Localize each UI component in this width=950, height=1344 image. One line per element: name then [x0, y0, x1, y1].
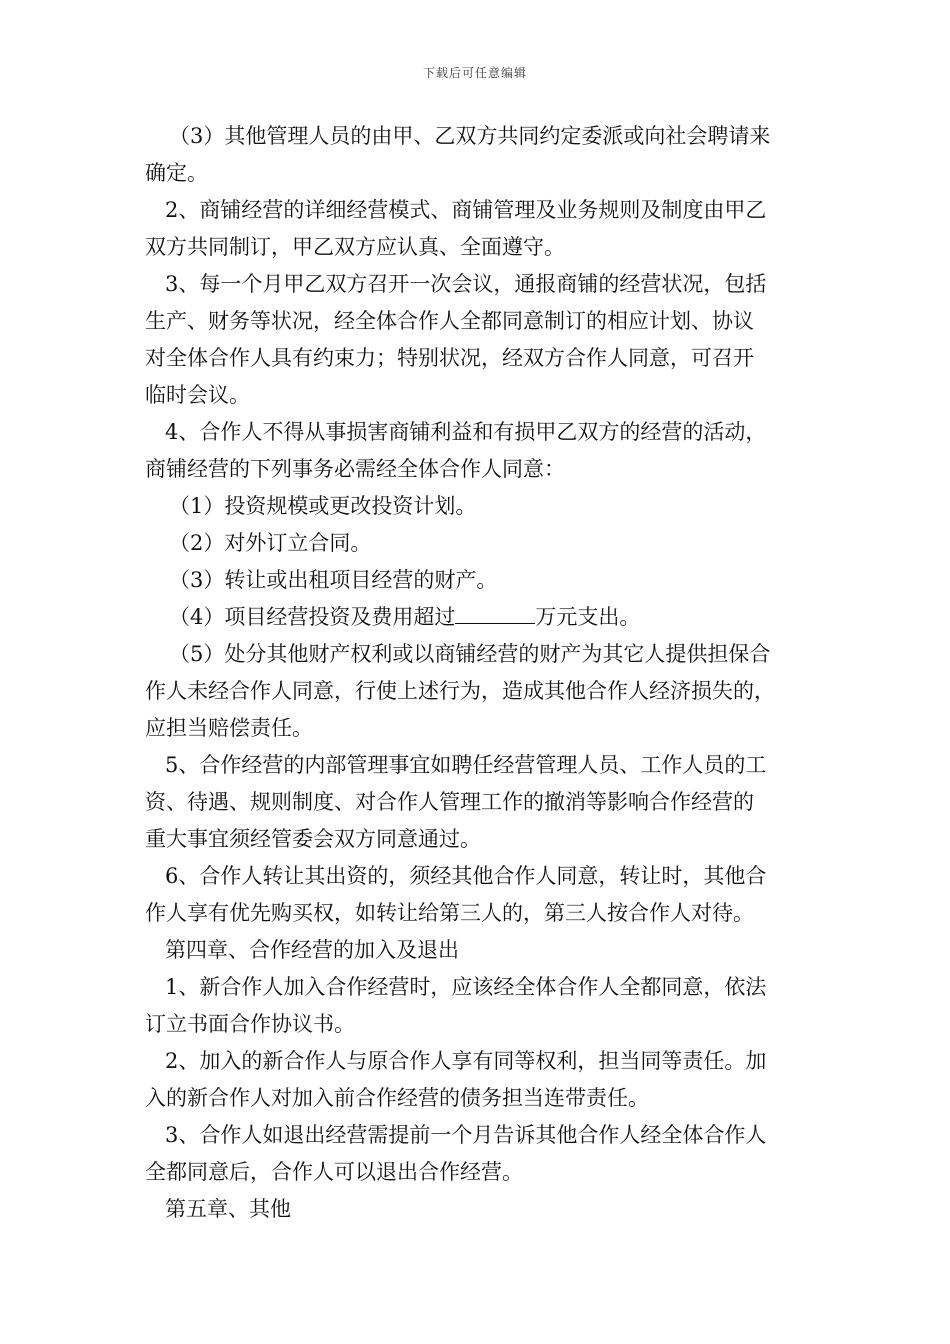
- text-line: （2）对外订立合同。: [169, 531, 372, 555]
- text-line: 第五章、其他: [165, 1197, 291, 1221]
- text-line: 生产、财务等状况，经全体合作人全都同意制订的相应计划、协议: [145, 309, 754, 333]
- text-line: 2、商铺经营的详细经营模式、商铺管理及业务规则及制度由甲乙: [165, 198, 767, 222]
- text-line: 确定。: [145, 161, 208, 185]
- blank-amount-line: [145, 599, 810, 636]
- document-body: [145, 118, 810, 1228]
- text-line: 3、合作人如退出经营需提前一个月告诉其他合作人经全体合作人: [165, 1123, 767, 1147]
- text-line: 3、每一个月甲乙双方召开一次会议，通报商铺的经营状况，包括: [165, 272, 767, 296]
- text-line: （3）转让或出租项目经营的财产。: [169, 568, 498, 592]
- blank-line-after: 万元支出。: [535, 605, 641, 629]
- text-line: 1、新合作人加入合作经营时，应该经全体合作人全都同意，依法: [165, 975, 767, 999]
- paragraph-group-1: [145, 118, 810, 599]
- text-line: 双方共同制订，甲乙双方应认真、全面遵守。: [145, 235, 565, 259]
- text-line: 商铺经营的下列事务必需经全体合作人同意：: [145, 457, 565, 481]
- page-header: 下载后可任意编辑: [422, 66, 527, 80]
- text-line: 6、合作人转让其出资的，须经其他合作人同意，转让时，其他合: [165, 864, 767, 888]
- text-line: 作人未经合作人同意，行使上述行为，造成其他合作人经济损失的，: [145, 679, 775, 703]
- text-line: 重大事宜须经管委会双方同意通过。: [145, 827, 481, 851]
- text-line: 临时会议。: [145, 383, 250, 407]
- text-line: 订立书面合作协议书。: [145, 1012, 355, 1036]
- text-line: 资、待遇、规则制度、对合作人管理工作的撤消等影响合作经营的: [145, 790, 754, 814]
- text-line: 4、合作人不得从事损害商铺利益和有损甲乙双方的经营的活动，: [165, 420, 767, 444]
- text-line: 第四章、合作经营的加入及退出: [165, 938, 459, 962]
- text-line: 应担当赔偿责任。: [145, 716, 313, 740]
- text-line: 入的新合作人对加入前合作经营的债务担当连带责任。: [145, 1086, 649, 1110]
- blank-line-before: （4）项目经营投资及费用超过: [169, 605, 456, 629]
- text-line: 2、加入的新合作人与原合作人享有同等权利，担当同等责任。加: [165, 1049, 767, 1073]
- text-line: （3）其他管理人员的由甲、乙双方共同约定委派或向社会聘请来: [169, 124, 771, 148]
- fill-in-blank: [455, 601, 535, 624]
- text-line: （5）处分其他财产权利或以商铺经营的财产为其它人提供担保合: [169, 642, 771, 666]
- text-line: （1）投资规模或更改投资计划。: [169, 494, 477, 518]
- text-line: 全都同意后，合作人可以退出合作经营。: [145, 1160, 523, 1184]
- paragraph-group-2: [145, 636, 810, 1228]
- text-line: 作人享有优先购买权，如转让给第三人的，第三人按合作人对待。: [145, 901, 754, 925]
- text-line: 对全体合作人具有约束力；特别状况，经双方合作人同意，可召开: [145, 346, 754, 370]
- text-line: 5、合作经营的内部管理事宜如聘任经营管理人员、工作人员的工: [165, 753, 767, 777]
